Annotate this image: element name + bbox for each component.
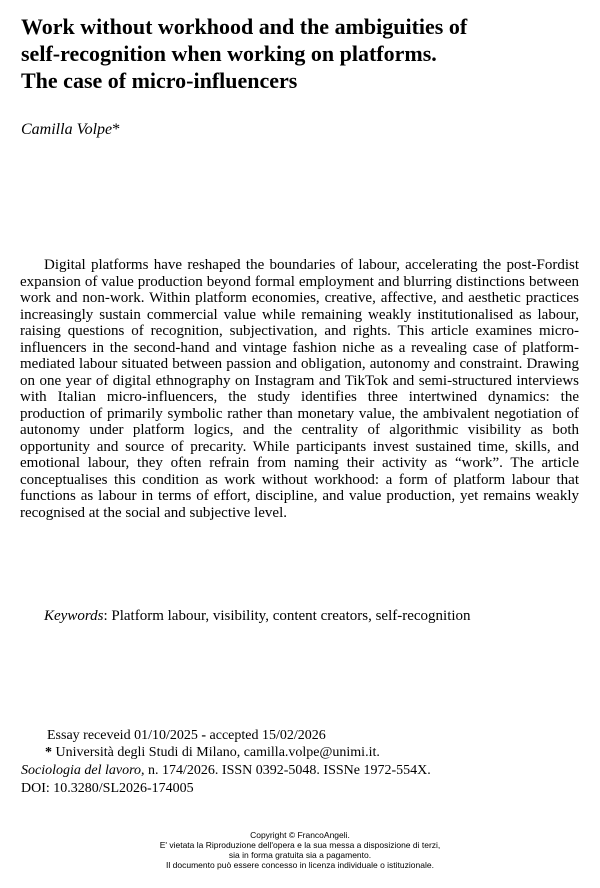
copyright-line: Copyright © FrancoAngeli. bbox=[250, 830, 350, 840]
essay-dates bbox=[47, 727, 326, 744]
keywords-label: Keywords bbox=[44, 608, 104, 624]
affiliation-text: Università degli Studi di Milano, camilla.volpe@unimi.it. bbox=[55, 745, 380, 760]
copyright-line: E' vietata la Riproduzione dell'opera e la sua messa a disposizione di terzi, bbox=[159, 840, 441, 850]
title-line: The case of micro-influencers bbox=[21, 68, 298, 93]
title-line: Work without workhood and the ambiguities of bbox=[21, 14, 468, 39]
date-separator: - bbox=[201, 728, 207, 743]
doi: DOI: 10.3280/SL2026-174005 bbox=[21, 781, 194, 796]
journal-details: , n. 174/2026. ISSN 0392-5048. ISSNe 1972-554X. bbox=[141, 763, 431, 778]
author-name: Camilla Volpe bbox=[21, 121, 113, 138]
abstract-text: Digital platforms have reshaped the boundaries of labour, accelerating the post-Fordist expansion of value production beyond formal employment and blurring distinctions between work and non-work. Within platform economies, creative, affective, and aesthetic practices increasingly sustain commercial value while remaining weakly institutionalised as labour, raising questions of recognition, subjectivation, and rights. This article examines micro-influencers in the second-hand and vintage fashion niche as a revealing case of platform-mediated labour situated between passion and obligation, autonomy and constraint. Drawing on one year of digital ethnography on Instagram and TikTok and semi-structured interviews with Italian micro-influencers, the study identifies three intertwined dynamics: the production of primarily symbolic rather than monetary value, the ambivalent negotiation of autonomy under platform logics, and the centrality of algorithmic visibility as both opportunity and source of precarity. While participants invest sustained time, skills, and emotional labour, they often refrain from naming their activity as “work”. The article conceptualises this condition as work without workhood: a form of platform labour that functions as labour in terms of effort, discipline, and value production, yet remains weakly recognised at the social and subjective level. bbox=[20, 257, 579, 521]
accepted-date: accepted 15/02/2026 bbox=[209, 728, 326, 743]
affiliation-footnote bbox=[45, 744, 380, 761]
article-title bbox=[21, 13, 581, 94]
author-footnote-mark: * bbox=[112, 121, 121, 138]
copyright-line: Il documento può essere concesso in licenza individuale o istituzionale. bbox=[166, 860, 434, 870]
copyright-notice bbox=[0, 830, 600, 870]
keywords-line bbox=[44, 608, 471, 625]
received-date: Essay receveid 01/10/2025 bbox=[47, 728, 198, 743]
copyright-line: sia in forma gratuita sia a pagamento. bbox=[228, 850, 372, 860]
abstract bbox=[20, 257, 579, 521]
title-line: self-recognition when working on platforms. bbox=[21, 41, 437, 66]
affiliation-mark: * bbox=[45, 745, 52, 760]
author-line bbox=[21, 120, 120, 140]
journal-name: Sociologia del lavoro bbox=[21, 763, 142, 778]
journal-citation bbox=[21, 762, 431, 779]
keywords-list: : Platform labour, visibility, content creators, self-recognition bbox=[103, 608, 471, 624]
